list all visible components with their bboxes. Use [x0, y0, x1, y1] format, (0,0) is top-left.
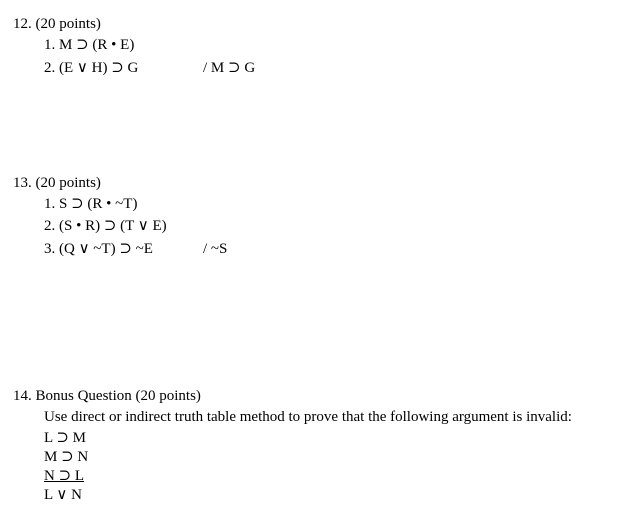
q14-heading: 14. Bonus Question (20 points) — [13, 388, 201, 404]
q14-line-4: L ∨ N — [44, 487, 82, 503]
q12-heading: 12. (20 points) — [13, 16, 101, 32]
q14-line-2: M ⊃ N — [44, 449, 89, 465]
q12-premise-2: 2. (E ∨ H) ⊃ G — [44, 60, 139, 76]
q14-line-1: L ⊃ M — [44, 430, 87, 446]
q14-instruction: Use direct or indirect truth table method to prove that the following argument is invalid: — [44, 409, 572, 425]
q12-conclusion: / M ⊃ G — [203, 60, 256, 76]
q14-line-3: N ⊃ L — [44, 468, 85, 484]
q12-premise-1: 1. M ⊃ (R • E) — [44, 37, 135, 53]
q13-premise-2: 2. (S • R) ⊃ (T ∨ E) — [44, 218, 167, 234]
q13-conclusion: / ~S — [203, 241, 228, 257]
q13-premise-1: 1. S ⊃ (R • ~T) — [44, 196, 138, 212]
q13-heading: 13. (20 points) — [13, 175, 101, 191]
q13-premise-3: 3. (Q ∨ ~T) ⊃ ~E — [44, 241, 153, 257]
